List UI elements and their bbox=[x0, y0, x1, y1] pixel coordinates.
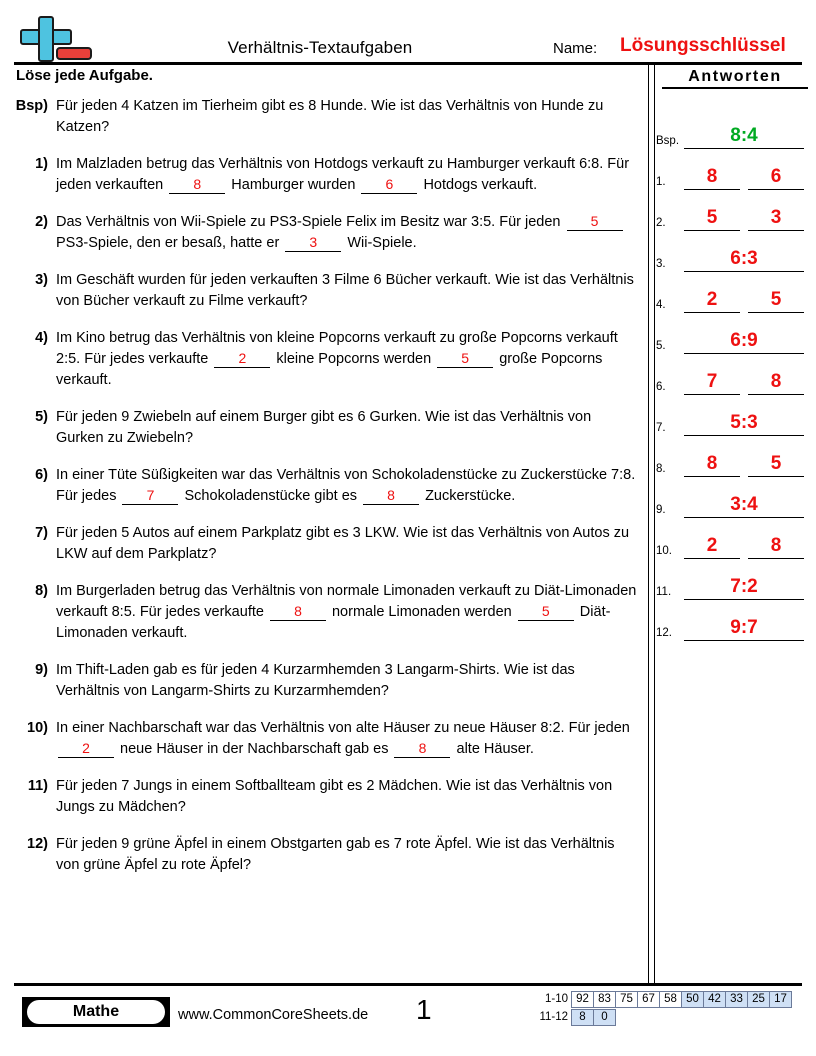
problem-text bbox=[56, 581, 644, 644]
answer-row bbox=[656, 477, 808, 518]
answer-slots bbox=[684, 288, 804, 313]
answer-slot[interactable]: 8 bbox=[684, 452, 740, 477]
answer-blank[interactable]: 3 bbox=[285, 234, 341, 252]
header-divider bbox=[14, 62, 802, 65]
score-cell: 33 bbox=[725, 991, 748, 1008]
problem-number: 7) bbox=[35, 525, 48, 541]
problem-item bbox=[0, 270, 644, 312]
answer-blank[interactable]: 8 bbox=[394, 740, 450, 758]
answer-row bbox=[656, 354, 808, 395]
answer-slot[interactable]: 5 bbox=[684, 206, 740, 231]
problem-text-run: normale Limonaden werden bbox=[327, 604, 516, 620]
answer-row-label: 7. bbox=[656, 422, 666, 434]
score-cell: 0 bbox=[593, 1009, 616, 1026]
answer-row bbox=[656, 231, 808, 272]
answer-row-label: 1. bbox=[656, 176, 666, 188]
answer-slot[interactable]: 8 bbox=[748, 534, 804, 559]
answer-blank[interactable]: 5 bbox=[567, 213, 623, 231]
answer-row-label: 6. bbox=[656, 381, 666, 393]
problem-text bbox=[56, 96, 644, 138]
problem-number: Bsp) bbox=[15, 98, 48, 114]
score-row bbox=[528, 991, 792, 1008]
answer-slot[interactable]: 6:9 bbox=[684, 329, 804, 354]
answer-slots bbox=[684, 575, 804, 600]
problem-text-run: Zuckerstücke. bbox=[421, 488, 516, 504]
problem-text-run: Das Verhältnis von Wii-Spiele zu PS3-Spiele Felix im Besitz war 3:5. Für jeden bbox=[56, 214, 565, 230]
problem-text bbox=[56, 523, 644, 565]
answer-slot[interactable]: 8:4 bbox=[684, 124, 804, 149]
answer-blank[interactable]: 7 bbox=[122, 487, 178, 505]
score-table bbox=[528, 991, 792, 1026]
answer-blank[interactable]: 8 bbox=[270, 603, 326, 621]
answer-blank[interactable]: 6 bbox=[361, 176, 417, 194]
answer-slots bbox=[684, 370, 804, 395]
problem-text-run: große Popcorns verkauft. bbox=[56, 351, 603, 388]
problem-item bbox=[0, 581, 644, 644]
problem-text bbox=[56, 660, 644, 702]
problem-number: 3) bbox=[35, 272, 48, 288]
problem-number: 9) bbox=[35, 662, 48, 678]
page-title: Verhältnis-Textaufgaben bbox=[227, 38, 413, 57]
answer-blank[interactable]: 5 bbox=[437, 350, 493, 368]
problem-number: 4) bbox=[35, 330, 48, 346]
problem-item bbox=[0, 718, 644, 760]
problem-text bbox=[56, 465, 644, 507]
score-cell: 17 bbox=[769, 991, 792, 1008]
score-cell: 50 bbox=[681, 991, 704, 1008]
answer-slot[interactable]: 7:2 bbox=[684, 575, 804, 600]
site-url: www.CommonCoreSheets.de bbox=[178, 1007, 369, 1023]
problem-number: 6) bbox=[35, 467, 48, 483]
problem-text bbox=[56, 154, 644, 196]
subject-badge bbox=[22, 997, 170, 1027]
answer-slot[interactable]: 3 bbox=[748, 206, 804, 231]
problem-number: 8) bbox=[35, 583, 48, 599]
answer-slots bbox=[684, 247, 804, 272]
problem-text-run: alte Häuser. bbox=[452, 741, 534, 757]
problem-item bbox=[0, 834, 644, 876]
problem-text-run: neue Häuser in der Nachbarschaft gab es bbox=[116, 741, 393, 757]
problem-text-run: Im Thift-Laden gab es für jeden 4 Kurzarmhemden 3 Langarm-Shirts. Wie ist das Verhältnis von Langarm-Shirts zu Kurzarmhemden? bbox=[56, 662, 575, 699]
answer-row-label: 12. bbox=[656, 627, 672, 639]
problem-item bbox=[0, 212, 644, 254]
answer-row bbox=[656, 313, 808, 354]
problem-text-run: Hotdogs verkauft. bbox=[419, 177, 538, 193]
problem-number: 11) bbox=[27, 778, 48, 794]
score-range-label: 1-10 bbox=[544, 993, 568, 1005]
problem-text-run: Für jeden 7 Jungs in einem Softballteam gibt es 2 Mädchen. Wie ist das Verhältnis von Jungs zu Mädchen? bbox=[56, 778, 613, 815]
problem-text bbox=[56, 328, 644, 391]
answer-slot[interactable]: 6 bbox=[748, 165, 804, 190]
problem-text-run: Im Burgerladen betrug das Verhältnis von normale Limonaden verkauft zu Diät-Limonaden verkauft 8:5. Für jedes verkaufte bbox=[56, 583, 637, 620]
problem-text-run: Im Geschäft wurden für jeden verkauften 3 Filme 6 Bücher verkauft. Wie ist das Verhältnis von Bücher verkauft zu Filme verkauft? bbox=[56, 272, 634, 309]
problem-number: 5) bbox=[35, 409, 48, 425]
problem-text-run: Schokoladenstücke gibt es bbox=[180, 488, 362, 504]
answer-blank[interactable]: 8 bbox=[169, 176, 225, 194]
answer-row bbox=[656, 518, 808, 559]
column-divider bbox=[648, 63, 655, 983]
answer-column bbox=[656, 108, 808, 641]
answer-row-label: 10. bbox=[656, 545, 672, 557]
score-row bbox=[528, 1009, 792, 1026]
problem-item bbox=[0, 776, 644, 818]
score-cell: 92 bbox=[571, 991, 594, 1008]
problem-text-run: In einer Nachbarschaft war das Verhältnis von alte Häuser zu neue Häuser 8:2. Für jeden bbox=[56, 720, 630, 736]
answer-slots bbox=[684, 124, 804, 149]
score-cell: 75 bbox=[615, 991, 638, 1008]
score-cell: 42 bbox=[703, 991, 726, 1008]
answer-slot[interactable]: 8 bbox=[748, 370, 804, 395]
score-cell: 58 bbox=[659, 991, 682, 1008]
answer-row bbox=[656, 395, 808, 436]
answer-blank[interactable]: 2 bbox=[214, 350, 270, 368]
answer-row bbox=[656, 108, 808, 149]
answer-slot[interactable]: 9:7 bbox=[684, 616, 804, 641]
problem-item bbox=[0, 407, 644, 449]
problem-text bbox=[56, 407, 644, 449]
problem-item bbox=[0, 523, 644, 565]
problem-item bbox=[0, 465, 644, 507]
answer-slots bbox=[684, 411, 804, 436]
answer-slots bbox=[684, 452, 804, 477]
answer-slots bbox=[684, 206, 804, 231]
problem-number: 2) bbox=[35, 214, 48, 230]
problem-item bbox=[0, 328, 644, 391]
score-cell: 83 bbox=[593, 991, 616, 1008]
score-range-label: 11-12 bbox=[539, 1011, 568, 1023]
problem-text bbox=[56, 718, 644, 760]
answer-slots bbox=[684, 165, 804, 190]
answer-row-label: Bsp. bbox=[656, 135, 680, 147]
problem-text-run: Für jeden 5 Autos auf einem Parkplatz gibt es 3 LKW. Wie ist das Verhältnis von Autos zu LKW auf dem Parkplatz? bbox=[56, 525, 630, 562]
problem-text bbox=[56, 834, 644, 876]
problem-item bbox=[0, 96, 644, 138]
answer-slots bbox=[684, 616, 804, 641]
problem-number: 10) bbox=[27, 720, 48, 736]
answer-row-label: 11. bbox=[656, 586, 672, 598]
score-cell: 67 bbox=[637, 991, 660, 1008]
problem-text bbox=[56, 776, 644, 818]
instruction-text: Löse jede Aufgabe. bbox=[16, 67, 153, 84]
answer-slot[interactable]: 5:3 bbox=[684, 411, 804, 436]
problem-text-run: Für jeden 9 Zwiebeln auf einem Burger gibt es 6 Gurken. Wie ist das Verhältnis von Gurken zu Zwiebeln? bbox=[56, 409, 592, 446]
problem-number: 1) bbox=[35, 156, 48, 172]
answer-slot[interactable]: 3:4 bbox=[684, 493, 804, 518]
problem-number: 12) bbox=[27, 836, 48, 852]
page-number: 1 bbox=[416, 994, 432, 1025]
name-label: Name: bbox=[553, 40, 598, 57]
answer-key-badge: Lösungsschlüssel bbox=[620, 35, 786, 56]
problem-text-run: PS3-Spiele, den er besaß, hatte er bbox=[56, 235, 284, 251]
answer-blank[interactable]: 8 bbox=[363, 487, 419, 505]
problem-text-run: Im Malzladen betrug das Verhältnis von Hotdogs verkauft zu Hamburger verkauft 6:8. Für jeden verkauften bbox=[56, 156, 630, 193]
problem-text-run: kleine Popcorns werden bbox=[272, 351, 436, 367]
answer-row-label: 5. bbox=[656, 340, 666, 352]
answer-row-label: 2. bbox=[656, 217, 666, 229]
answer-row-label: 8. bbox=[656, 463, 666, 475]
answer-slot[interactable]: 5 bbox=[748, 288, 804, 313]
problem-text bbox=[56, 212, 644, 254]
answer-slots bbox=[684, 534, 804, 559]
problem-text-run: Hamburger wurden bbox=[227, 177, 360, 193]
answer-slot[interactable]: 2 bbox=[684, 534, 740, 559]
answer-row bbox=[656, 190, 808, 231]
subject-badge-label: Mathe bbox=[27, 1000, 165, 1024]
answer-slot[interactable]: 5 bbox=[748, 452, 804, 477]
answer-row bbox=[656, 559, 808, 600]
answer-blank[interactable]: 2 bbox=[58, 740, 114, 758]
answer-row bbox=[656, 149, 808, 190]
answer-slot[interactable]: 8 bbox=[684, 165, 740, 190]
answer-slots bbox=[684, 329, 804, 354]
problem-text-run: In einer Tüte Süßigkeiten war das Verhältnis von Schokoladenstücke zu Zuckerstücke 7:8. Für jedes bbox=[56, 467, 636, 504]
score-cell: 25 bbox=[747, 991, 770, 1008]
score-cell: 8 bbox=[571, 1009, 594, 1026]
problem-text-run: Für jeden 9 grüne Äpfel in einem Obstgarten gab es 7 rote Äpfel. Wie ist das Verhältnis von grüne Äpfel zu rote Äpfel? bbox=[56, 836, 615, 873]
answer-row-label: 3. bbox=[656, 258, 666, 270]
answer-slots bbox=[684, 493, 804, 518]
answer-row-label: 9. bbox=[656, 504, 666, 516]
page-header bbox=[0, 0, 816, 62]
answer-row-label: 4. bbox=[656, 299, 666, 311]
answer-row bbox=[656, 436, 808, 477]
answer-row bbox=[656, 600, 808, 641]
answer-slot[interactable]: 2 bbox=[684, 288, 740, 313]
problem-text-run: Wii-Spiele. bbox=[343, 235, 417, 251]
page-footer bbox=[0, 986, 816, 1056]
problem-item bbox=[0, 660, 644, 702]
problem-item bbox=[0, 154, 644, 196]
answer-blank[interactable]: 5 bbox=[518, 603, 574, 621]
answer-row bbox=[656, 272, 808, 313]
problem-text-run: Für jeden 4 Katzen im Tierheim gibt es 8 Hunde. Wie ist das Verhältnis von Hunde zu Katzen? bbox=[56, 98, 604, 135]
problem-text bbox=[56, 270, 644, 312]
problem-list bbox=[0, 96, 644, 892]
problem-text-run: Im Kino betrug das Verhältnis von kleine Popcorns verkauft zu große Popcorns verkauft 2:5. Für jedes verkaufte bbox=[56, 330, 618, 367]
answer-slot[interactable]: 7 bbox=[684, 370, 740, 395]
answers-column-heading: Antworten bbox=[662, 68, 808, 89]
answer-slot[interactable]: 6:3 bbox=[684, 247, 804, 272]
problem-text-run: Diät-Limonaden verkauft. bbox=[56, 604, 611, 641]
